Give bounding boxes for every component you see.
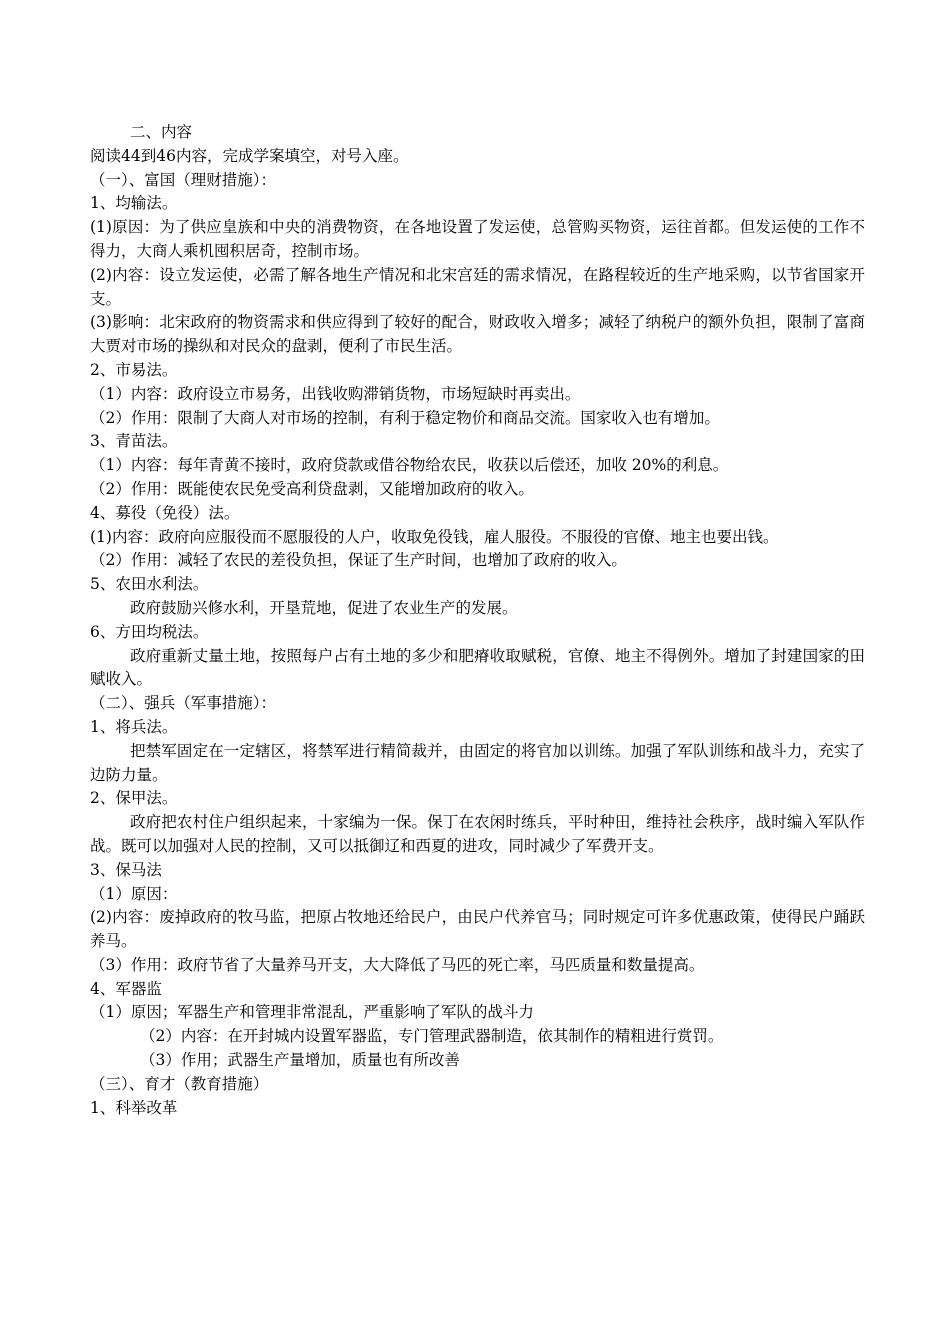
shiyi-effect: （2）作用：限制了大商人对市场的控制，有利于稳定物价和商品交流。国家收入也有增加。 bbox=[90, 408, 720, 427]
qingmiao-effect: （2）作用：既能使农民免受高利贷盘剥，又能增加政府的收入。 bbox=[90, 479, 534, 498]
baoma-content: (2)内容：废掉政府的牧马监，把原占牧地还给民户，由民户代养官马；同时规定可许多优惠政策，使得民户踊跃养马。 bbox=[90, 908, 865, 951]
baojia-body: 政府把农村住户组织起来，十家编为一保。保丁在农闲时练兵，平时种田，维持社会秩序，战时编入军队作战。既可以加强对人民的控制，又可以抵御辽和西夏的进攻，同时减少了军费开支。 bbox=[90, 813, 865, 855]
shiyi-content: （1）内容：政府设立市易务，出钱收购滞销货物，市场短缺时再卖出。 bbox=[90, 384, 581, 403]
junshu-effect: (3)影响：北宋政府的物资需求和供应得到了较好的配合，财政收入增多；减轻了纳税户的额外负担，限制了富商大贾对市场的操纵和对民众的盘剥，便利了市民生活。 bbox=[90, 313, 865, 356]
junqi-title: 4、军器监 bbox=[90, 979, 162, 998]
junshu-content: (2)内容：设立发运使，必需了解各地生产情况和北宋宫廷的需求情况，在路程较近的生产地采购，以节省国家开支。 bbox=[90, 265, 865, 308]
jiangbing-title: 1、将兵法。 bbox=[90, 717, 178, 736]
baoma-reason: （1）原因： bbox=[90, 884, 178, 903]
part3-heading: （三）、育才（教育措施） bbox=[90, 1074, 269, 1093]
muyi-effect: （2）作用：减轻了农民的差役负担，保证了生产时间，也增加了政府的收入。 bbox=[90, 551, 627, 570]
muyi-title: 4、募役（免役）法。 bbox=[90, 503, 240, 522]
qingmiao-title: 3、青苗法。 bbox=[90, 432, 178, 451]
jiangbing-body: 把禁军固定在一定辖区，将禁军进行精简裁并，由固定的将官加以训练。加强了军队训练和战斗力，充实了边防力量。 bbox=[90, 741, 865, 784]
shiyi-title: 2、市易法。 bbox=[90, 360, 178, 379]
fangtian-body: 政府重新丈量土地，按照每户占有土地的多少和肥瘠收取赋税，官僚、地主不得例外。增加了封建国家的田赋收入。 bbox=[90, 646, 865, 689]
muyi-content: (1)内容：政府向应服役而不愿服役的人户，收取免役钱，雇人服役。不服役的官僚、地主也要出钱。 bbox=[90, 527, 779, 546]
junqi-content: （2）内容：在开封城内设置军器监，专门管理武器制造，依其制作的精粗进行赏罚。 bbox=[140, 1027, 724, 1046]
keju-title: 1、科举改革 bbox=[90, 1098, 178, 1117]
instruction-text: 阅读44到46内容，完成学案填空，对号入座。 bbox=[90, 146, 409, 165]
baoma-effect: （3）作用：政府节省了大量养马开支，大大降低了马匹的死亡率，马匹质量和数量提高。 bbox=[90, 955, 705, 974]
part2-heading: （二）、强兵（军事措施）： bbox=[90, 694, 277, 713]
section-title: 二、内容 bbox=[130, 123, 193, 141]
baojia-title: 2、保甲法。 bbox=[90, 789, 178, 808]
nongtian-title: 5、农田水利法。 bbox=[90, 575, 209, 594]
nongtian-body: 政府鼓励兴修水利，开垦荒地，促进了农业生产的发展。 bbox=[130, 598, 518, 617]
part1-heading: （一）、富国（理财措施）： bbox=[90, 170, 277, 189]
document-page bbox=[90, 121, 865, 1120]
junqi-effect: （3）作用；武器生产量增加，质量也有所改善 bbox=[140, 1051, 460, 1070]
baoma-title: 3、保马法 bbox=[90, 860, 162, 879]
junshu-reason: (1)原因：为了供应皇族和中央的消费物资，在各地设置了发运使，总管购买物资，运往首都。但发运使的工作不得力，大商人乘机囤积居奇，控制市场。 bbox=[90, 218, 865, 260]
qingmiao-content: （1）内容：每年青黄不接时，政府贷款或借谷物给农民，收获以后偿还，加收 20%的利息。 bbox=[90, 456, 729, 475]
junqi-reason: （1）原因；军器生产和管理非常混乱，严重影响了军队的战斗力 bbox=[90, 1003, 534, 1022]
fangtian-title: 6、方田均税法。 bbox=[90, 622, 209, 641]
junshu-title: 1、均输法。 bbox=[90, 194, 178, 213]
